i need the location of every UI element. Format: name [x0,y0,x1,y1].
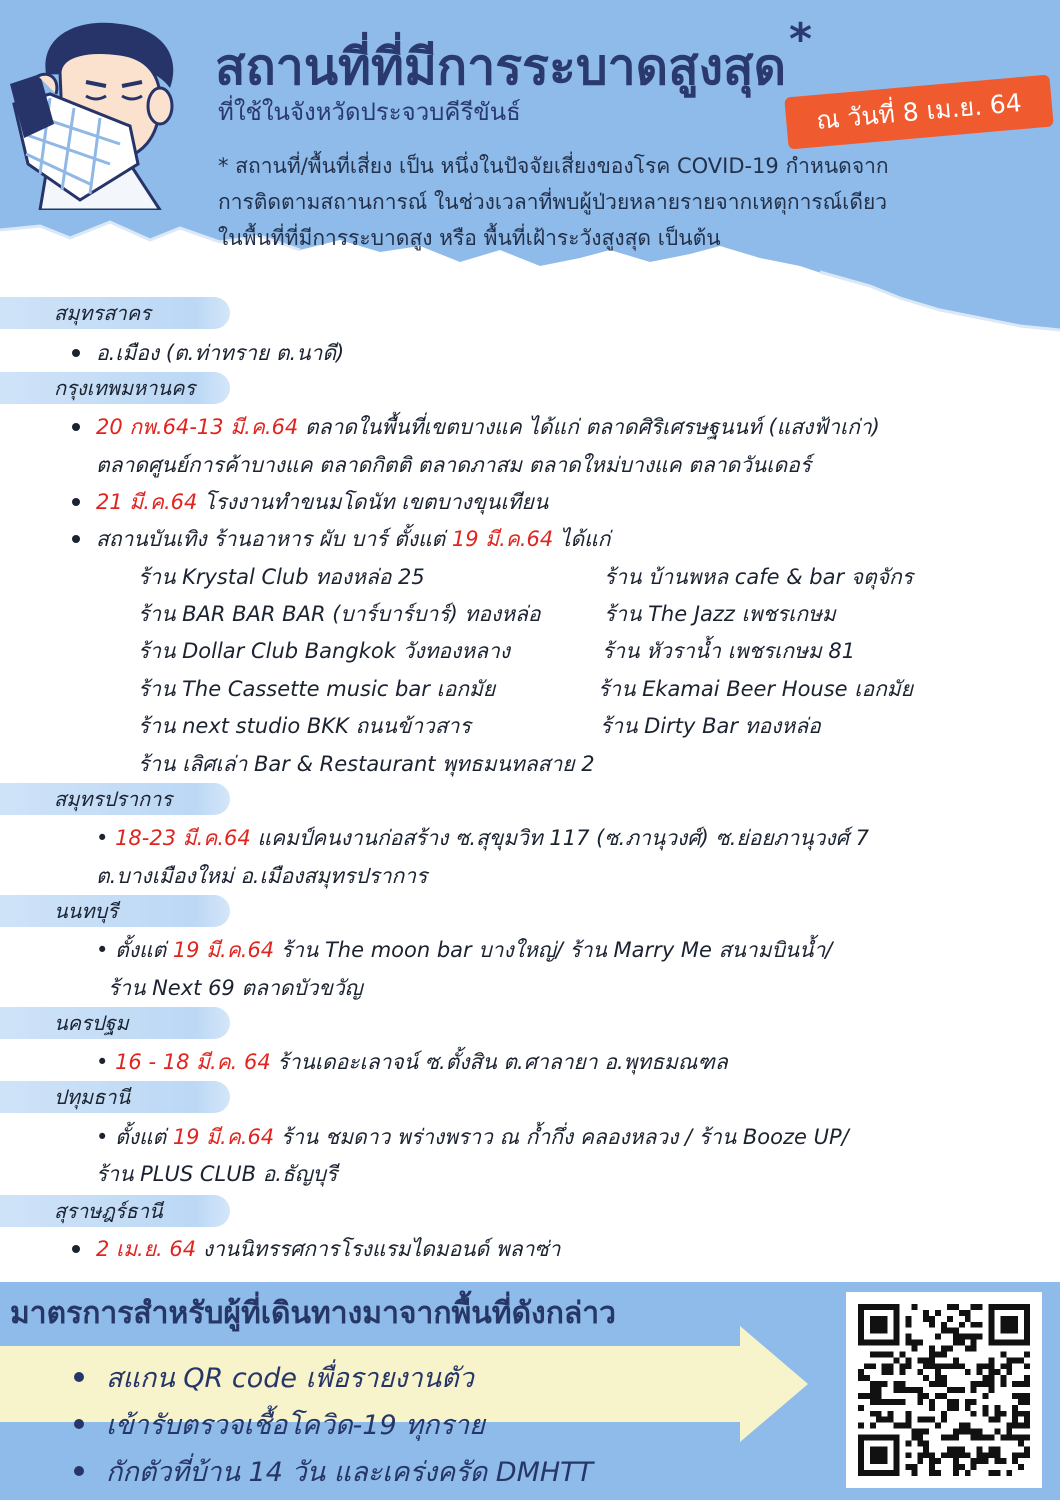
measure-item: สแกน QR code เพื่อรายงานตัว [74,1356,474,1399]
venue-item: ร้าน เลิศเล่า Bar & Restaurant พุทธมนทลสาย 2 [138,752,595,776]
man-covering-mouth-illustration [10,14,200,210]
note-line: * สถานที่/พื้นที่เสี่ยง เป็น หนึ่งในปัจจัยเสี่ยงของโรค COVID-19 กำหนดจาก [218,154,889,178]
venue-item: ร้าน The Cassette music bar เอกมัย [138,677,496,701]
venue-item: ร้าน next studio BKK ถนนข้าวสาร [138,714,471,738]
bullet-icon [74,1419,84,1429]
bullet-icon [74,1466,84,1476]
venue-item: ร้าน Ekamai Beer House เอกมัย [598,677,913,701]
qr-code-icon [858,1304,1030,1476]
list-item: 2 เม.ย. 64 งานนิทรรศการโรงแรมไดมอนด์ พลาซ่า [72,1233,560,1266]
list-item-continued: ร้าน PLUS CLUB อ.ธัญบุรี [96,1162,338,1186]
list-item: • 18-23 มี.ค.64 แคมป์คนงานก่อสร้าง ซ.สุขุมวิท 117 (ซ.ภานุวงศ์) ซ.ย่อยภานุวงศ์ 7 [96,826,870,850]
region-nonthaburi: นนทบุรี [0,895,230,927]
list-item: • 16 - 18 มี.ค. 64 ร้านเดอะเลาจน์ ซ.ตั้งสิน ต.ศาลายา อ.พุทธมณฑล [96,1050,728,1074]
region-nakhon-pathom: นครปฐม [0,1007,230,1039]
risk-area-note [218,148,1048,256]
bullet-icon [72,535,80,543]
region-bangkok: กรุงเทพมหานคร [0,372,230,404]
bullet-icon [72,498,80,506]
bullet-icon [72,1245,80,1253]
page-subtitle: ที่ใช้ในจังหวัดประจวบคีรีขันธ์ [218,98,521,126]
region-samut-sakhon: สมุทรสาคร [0,297,230,329]
list-item-continued: ร้าน Next 69 ตลาดบัวขวัญ [108,976,363,1000]
venue-item: ร้าน Krystal Club ทองหล่อ 25 [138,565,425,589]
venue-item: ร้าน Dollar Club Bangkok วังทองหลาง [138,639,511,663]
list-item: 21 มี.ค.64 โรงงานทำขนมโดนัท เขตบางขุนเทียน [72,486,548,519]
measure-item: เข้ารับตรวจเชื้อโควิด-19 ทุกราย [74,1403,485,1446]
bullet-icon [72,423,80,431]
region-samut-prakan: สมุทรปราการ [0,783,230,815]
list-item: • ตั้งแต่ 19 มี.ค.64 ร้าน ชมดาว พร่างพราว ณ ก้ำกึ่ง คลองหลวง / ร้าน Booze UP/ [96,1125,849,1149]
list-item: สถานบันเทิง ร้านอาหาร ผับ บาร์ ตั้งแต่ 19 มี.ค.64 ได้แก่ [72,523,610,556]
list-item: 20 กพ.64-13 มี.ค.64 ตลาดในพื้นที่เขตบางแค ได้แก่ ตลาดศิริเศรษฐนนท์ (แสงฟ้าเก่า) [72,411,880,444]
region-pathum-thani: ปทุมธานี [0,1081,230,1113]
list-item: • ตั้งแต่ 19 มี.ค.64 ร้าน The moon bar บางใหญ่/ ร้าน Marry Me สนามบินน้ำ/ [96,938,833,962]
date-badge: ณ วันที่ 8 เม.ย. 64 [784,75,1054,150]
measures-title: มาตรการสำหรับผู้ที่เดินทางมาจากพื้นที่ดังกล่าว [10,1296,616,1331]
bullet-icon [74,1372,84,1382]
title-asterisk: * [789,14,813,65]
venue-item: ร้าน หัวรานํ้า เพชรเกษม 81 [602,639,856,663]
qr-code[interactable] [846,1292,1042,1488]
measure-item: กักตัวที่บ้าน 14 วัน และเคร่งครัด DMHTT [74,1450,593,1493]
list-item-continued: ต.บางเมืองใหม่ อ.เมืองสมุทรปราการ [96,864,428,888]
note-line: การติดตามสถานการณ์ ในช่วงเวลาที่พบผู้ป่วยหลายรายจากเหตุการณ์เดียว [218,190,888,214]
venue-item: ร้าน BAR BAR BAR (บาร์บาร์บาร์) ทองหล่อ [138,602,541,626]
venue-item: ร้าน The Jazz เพชรเกษม [604,602,836,626]
list-item: อ.เมือง (ต.ท่าทราย ต.นาดี) [72,337,344,370]
venue-item: ร้าน Dirty Bar ทองหล่อ [600,714,821,738]
page-title: สถานที่ที่มีการระบาดสูงสุด * [215,14,813,96]
bullet-icon [72,349,80,357]
note-line: ในพื้นที่ที่มีการระบาดสูง หรือ พื้นที่เฝ้าระวังสูงสุด เป็นต้น [218,226,721,250]
venue-item: ร้าน บ้านพหล cafe & bar จตุจักร [604,565,914,589]
region-surat-thani: สุราษฎร์ธานี [0,1195,230,1227]
list-item-continued: ตลาดศูนย์การค้าบางแค ตลาดกิตติ ตลาดภาสม ตลาดใหม่บางแค ตลาดวันเดอร์ [96,453,811,477]
